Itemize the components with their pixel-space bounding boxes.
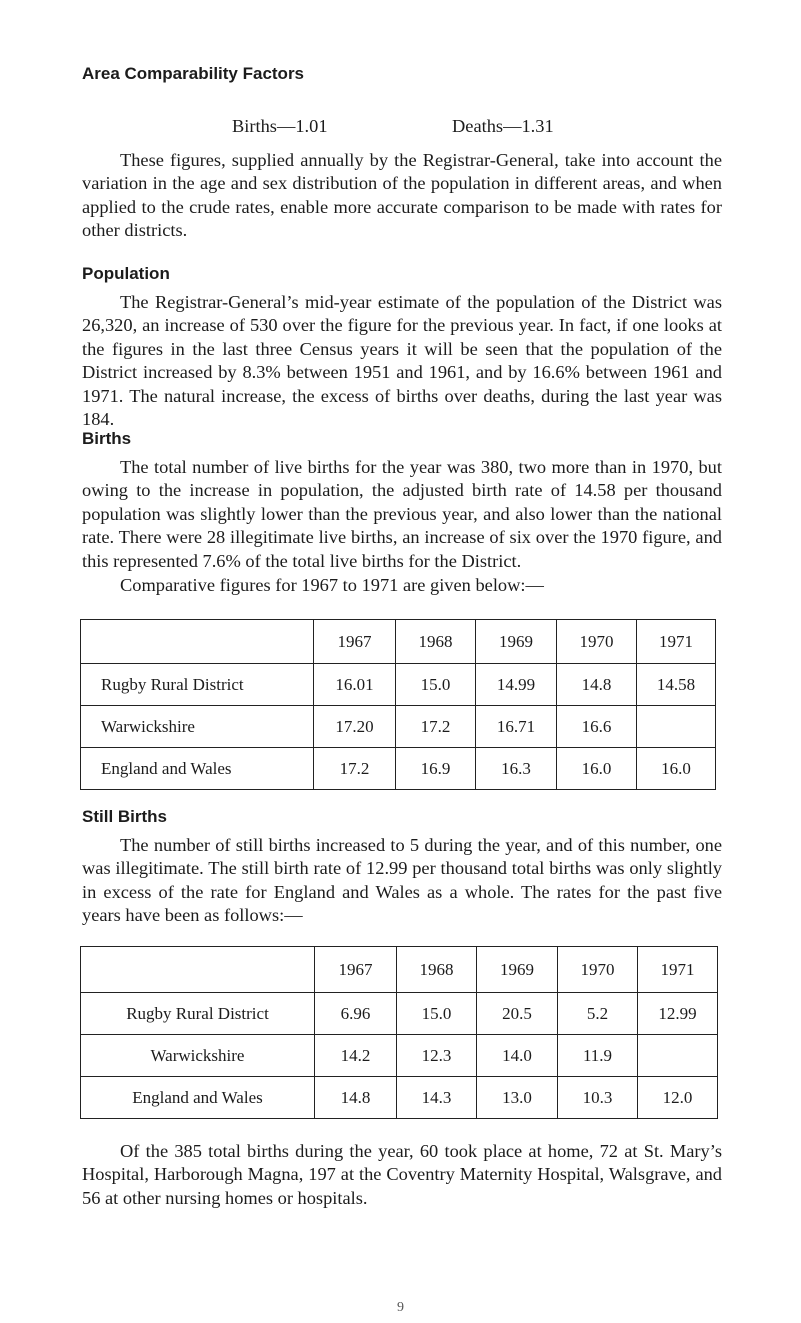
table-corner-cell bbox=[81, 947, 315, 993]
births-paragraph: The total number of live births for the year was 380, two more than in 1970, but owing to the increase in population, the adjusted birth rate of 14.58 per thousand population was slightly lower than the previous year, and also lower than the national rate. There were 28 illegitimate live births, an increase of six over the 1970 figure, and this represented 7.6% of the total live births for the District. bbox=[82, 457, 722, 571]
year-header: 1969 bbox=[476, 620, 557, 664]
factors-paragraph: These figures, supplied annually by the Registrar-General, take into account the variation in the age and sex distribution of the population in different areas, and when applied to the crude rates, enable more accurate comparison to be made with rates for other districts. bbox=[82, 150, 722, 241]
table-row bbox=[81, 1035, 718, 1077]
table-cell: 16.01 bbox=[314, 664, 396, 706]
still-birth-rates-table bbox=[80, 946, 718, 1119]
closing-paragraph: Of the 385 total births during the year, 60 took place at home, 72 at St. Mary’s Hospital, Harborough Magna, 197 at the Coventry Maternity Hospital, Walsgrave, and 56 at other nursing homes or hospitals. bbox=[82, 1141, 722, 1208]
table-cell: 13.0 bbox=[477, 1077, 558, 1119]
year-header: 1971 bbox=[637, 620, 716, 664]
table-cell: 10.3 bbox=[558, 1077, 638, 1119]
table-cell: 6.96 bbox=[315, 993, 397, 1035]
year-header: 1967 bbox=[314, 620, 396, 664]
year-header: 1968 bbox=[396, 620, 476, 664]
table-cell: 14.58 bbox=[637, 664, 716, 706]
population-paragraph: The Registrar-General’s mid-year estimate of the population of the District was 26,320, an increase of 530 over the figure for the previous year. In fact, if one looks at the figures in the last three Census years it will be seen that the population of the District increased by 8.3% between 1951 and 1961, and by 16.6% between 1961 and 1971. The natural increase, the excess of births over deaths, during the last year was 184. bbox=[82, 292, 722, 430]
year-header: 1970 bbox=[558, 947, 638, 993]
table-cell: 14.99 bbox=[476, 664, 557, 706]
birth-rates-table bbox=[80, 619, 716, 790]
table-cell: 11.9 bbox=[558, 1035, 638, 1077]
table-cell: 14.3 bbox=[397, 1077, 477, 1119]
page-title: Area Comparability Factors bbox=[82, 64, 305, 83]
row-label: England and Wales bbox=[81, 1077, 315, 1119]
table-cell bbox=[638, 1035, 718, 1077]
table-cell: 14.0 bbox=[477, 1035, 558, 1077]
table-row bbox=[81, 1077, 718, 1119]
table-cell: 16.0 bbox=[637, 748, 716, 790]
table-cell: 16.3 bbox=[476, 748, 557, 790]
births-factor: Births—1.01 bbox=[232, 116, 328, 136]
row-label: Rugby Rural District bbox=[81, 664, 314, 706]
population-heading: Population bbox=[82, 264, 170, 283]
table-cell: 12.99 bbox=[638, 993, 718, 1035]
table-cell: 17.2 bbox=[396, 706, 476, 748]
table-cell: 15.0 bbox=[397, 993, 477, 1035]
table-header-row bbox=[81, 620, 716, 664]
page-number: 9 bbox=[397, 1300, 404, 1315]
row-label: Warwickshire bbox=[81, 1035, 315, 1077]
table-cell: 16.6 bbox=[557, 706, 637, 748]
year-header: 1967 bbox=[315, 947, 397, 993]
table-row bbox=[81, 993, 718, 1035]
row-label: England and Wales bbox=[81, 748, 314, 790]
table-cell: 20.5 bbox=[477, 993, 558, 1035]
table-cell: 14.2 bbox=[315, 1035, 397, 1077]
table-row bbox=[81, 706, 716, 748]
table-cell: 17.2 bbox=[314, 748, 396, 790]
births-intro: Comparative figures for 1967 to 1971 are given below:— bbox=[120, 575, 544, 595]
table-header-row bbox=[81, 947, 718, 993]
table-cell: 16.0 bbox=[557, 748, 637, 790]
still-births-paragraph: The number of still births increased to 5 during the year, and of this number, one was illegitimate. The still birth rate of 12.99 per thousand total births was only slightly in excess of the rate for England and Wales as a whole. The rates for the past five years have been as follows:— bbox=[82, 835, 722, 926]
year-header: 1969 bbox=[477, 947, 558, 993]
table-cell: 14.8 bbox=[315, 1077, 397, 1119]
table-cell: 16.71 bbox=[476, 706, 557, 748]
still-births-heading: Still Births bbox=[82, 807, 168, 826]
year-header: 1970 bbox=[557, 620, 637, 664]
table-cell: 14.8 bbox=[557, 664, 637, 706]
table-cell: 12.3 bbox=[397, 1035, 477, 1077]
row-label: Rugby Rural District bbox=[81, 993, 315, 1035]
table-cell: 16.9 bbox=[396, 748, 476, 790]
table-corner-cell bbox=[81, 620, 314, 664]
table-row bbox=[81, 664, 716, 706]
year-header: 1971 bbox=[638, 947, 718, 993]
table-cell bbox=[637, 706, 716, 748]
table-cell: 15.0 bbox=[396, 664, 476, 706]
table-cell: 17.20 bbox=[314, 706, 396, 748]
table-cell: 12.0 bbox=[638, 1077, 718, 1119]
row-label: Warwickshire bbox=[81, 706, 314, 748]
year-header: 1968 bbox=[397, 947, 477, 993]
table-row bbox=[81, 748, 716, 790]
table-cell: 5.2 bbox=[558, 993, 638, 1035]
deaths-factor: Deaths—1.31 bbox=[452, 116, 554, 136]
births-heading: Births bbox=[82, 429, 132, 448]
